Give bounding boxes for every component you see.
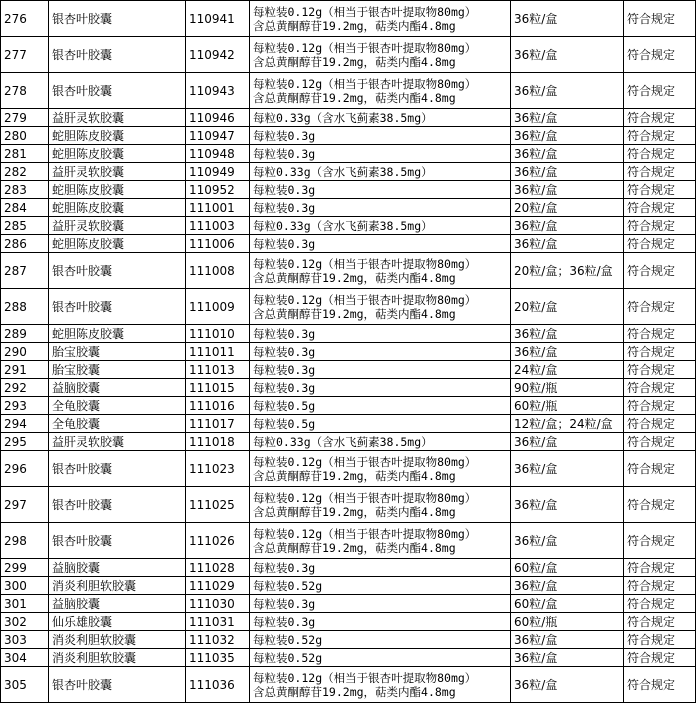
specification-cell: [250, 127, 511, 145]
package-cell: 36粒/盒: [511, 487, 624, 523]
result-cell: 符合规定: [624, 523, 696, 559]
specification-line: 每粒装0.52g: [253, 632, 323, 647]
table-row: [1, 73, 696, 109]
table-row: [1, 667, 696, 703]
row-number-cell: 279: [1, 109, 49, 127]
specification-cell: [250, 577, 511, 595]
row-number-cell: 288: [1, 289, 49, 325]
specification-line: 每粒装0.5g: [253, 416, 316, 431]
result-cell: 符合规定: [624, 415, 696, 433]
result-cell: 符合规定: [624, 361, 696, 379]
table-row: [1, 145, 696, 163]
batch-number-cell: 111008: [186, 253, 250, 289]
drug-name-cell: 蛇胆陈皮胶囊: [49, 199, 186, 217]
batch-number-cell: 110948: [186, 145, 250, 163]
specification-line: 含总黄酮醇苷19.2mg，萜类内酯4.8mg: [253, 18, 456, 33]
specification-line: 每粒装0.52g: [253, 578, 323, 593]
table-row: [1, 253, 696, 289]
row-number-cell: 290: [1, 343, 49, 361]
specification-cell: [250, 217, 511, 235]
drug-name-cell: 银杏叶胶囊: [49, 451, 186, 487]
result-cell: 符合规定: [624, 199, 696, 217]
row-number-cell: 292: [1, 379, 49, 397]
row-number-cell: 296: [1, 451, 49, 487]
batch-number-cell: 111015: [186, 379, 250, 397]
specification-line: 每粒0.33g（含水飞蓟素38.5mg）: [253, 110, 433, 125]
batch-number-cell: 111023: [186, 451, 250, 487]
result-cell: 符合规定: [624, 631, 696, 649]
batch-number-cell: 111018: [186, 433, 250, 451]
batch-number-cell: 111013: [186, 361, 250, 379]
specification-line: 每粒0.33g（含水飞蓟素38.5mg）: [253, 164, 433, 179]
specification-line: 每粒装0.12g（相当于银杏叶提取物80mg）: [253, 454, 477, 469]
specification-line: 含总黄酮醇苷19.2mg，萜类内酯4.8mg: [253, 306, 456, 321]
drug-name-cell: 银杏叶胶囊: [49, 253, 186, 289]
specification-line: 每粒0.33g（含水飞蓟素38.5mg）: [253, 434, 433, 449]
batch-number-cell: 111017: [186, 415, 250, 433]
package-cell: 36粒/盒: [511, 109, 624, 127]
specification-cell: [250, 487, 511, 523]
row-number-cell: 298: [1, 523, 49, 559]
specification-line: 每粒装0.3g: [253, 236, 316, 251]
drug-name-cell: 蛇胆陈皮胶囊: [49, 145, 186, 163]
table-row: [1, 613, 696, 631]
table-row: [1, 559, 696, 577]
specification-cell: [250, 235, 511, 253]
specification-line: 每粒装0.3g: [253, 380, 316, 395]
result-cell: 符合规定: [624, 217, 696, 235]
specification-line: 含总黄酮醇苷19.2mg，萜类内酯4.8mg: [253, 90, 456, 105]
drug-name-cell: 蛇胆陈皮胶囊: [49, 235, 186, 253]
result-cell: 符合规定: [624, 649, 696, 667]
drug-name-cell: 益肝灵软胶囊: [49, 217, 186, 235]
row-number-cell: 293: [1, 397, 49, 415]
drug-name-cell: 仙乐雄胶囊: [49, 613, 186, 631]
table-row: [1, 37, 696, 73]
table-row: [1, 343, 696, 361]
result-cell: 符合规定: [624, 559, 696, 577]
package-cell: 20粒/盒: [511, 199, 624, 217]
specification-line: 每粒装0.3g: [253, 614, 316, 629]
row-number-cell: 289: [1, 325, 49, 343]
row-number-cell: 300: [1, 577, 49, 595]
drug-name-cell: 全龟胶囊: [49, 415, 186, 433]
table-row: [1, 595, 696, 613]
drug-name-cell: 蛇胆陈皮胶囊: [49, 181, 186, 199]
package-cell: 20粒/盒；36粒/盒: [511, 253, 624, 289]
specification-cell: [250, 253, 511, 289]
specification-cell: [250, 595, 511, 613]
result-cell: 符合规定: [624, 253, 696, 289]
batch-number-cell: 110946: [186, 109, 250, 127]
row-number-cell: 294: [1, 415, 49, 433]
package-cell: 36粒/盒: [511, 649, 624, 667]
result-cell: 符合规定: [624, 667, 696, 703]
package-cell: 36粒/盒: [511, 73, 624, 109]
drug-name-cell: 蛇胆陈皮胶囊: [49, 325, 186, 343]
result-cell: 符合规定: [624, 127, 696, 145]
package-cell: 36粒/盒: [511, 145, 624, 163]
specification-cell: [250, 523, 511, 559]
batch-number-cell: 110943: [186, 73, 250, 109]
row-number-cell: 287: [1, 253, 49, 289]
drug-name-cell: 胎宝胶囊: [49, 361, 186, 379]
specification-cell: [250, 631, 511, 649]
row-number-cell: 283: [1, 181, 49, 199]
table-row: [1, 109, 696, 127]
row-number-cell: 282: [1, 163, 49, 181]
row-number-cell: 286: [1, 235, 49, 253]
result-cell: 符合规定: [624, 397, 696, 415]
specification-line: 含总黄酮醇苷19.2mg，萜类内酯4.8mg: [253, 504, 456, 519]
specification-line: 每粒装0.3g: [253, 326, 316, 341]
drug-name-cell: 银杏叶胶囊: [49, 523, 186, 559]
drug-name-cell: 银杏叶胶囊: [49, 487, 186, 523]
batch-number-cell: 111030: [186, 595, 250, 613]
drug-name-cell: 消炎利胆软胶囊: [49, 577, 186, 595]
specification-line: 每粒装0.12g（相当于银杏叶提取物80mg）: [253, 670, 477, 685]
row-number-cell: 304: [1, 649, 49, 667]
specification-line: 每粒装0.5g: [253, 398, 316, 413]
package-cell: 36粒/盒: [511, 181, 624, 199]
batch-number-cell: 111009: [186, 289, 250, 325]
specification-line: 含总黄酮醇苷19.2mg，萜类内酯4.8mg: [253, 270, 456, 285]
package-cell: 60粒/瓶: [511, 613, 624, 631]
table-row: [1, 631, 696, 649]
batch-number-cell: 111032: [186, 631, 250, 649]
specification-cell: [250, 667, 511, 703]
specification-cell: [250, 109, 511, 127]
result-cell: 符合规定: [624, 595, 696, 613]
package-cell: 36粒/盒: [511, 577, 624, 595]
row-number-cell: 297: [1, 487, 49, 523]
row-number-cell: 285: [1, 217, 49, 235]
batch-number-cell: 111031: [186, 613, 250, 631]
specification-line: 每粒装0.3g: [253, 200, 316, 215]
package-cell: 36粒/盒: [511, 163, 624, 181]
specification-cell: [250, 379, 511, 397]
row-number-cell: 302: [1, 613, 49, 631]
drug-name-cell: 蛇胆陈皮胶囊: [49, 127, 186, 145]
specification-cell: [250, 397, 511, 415]
batch-number-cell: 111036: [186, 667, 250, 703]
batch-number-cell: 111016: [186, 397, 250, 415]
result-cell: 符合规定: [624, 343, 696, 361]
specification-cell: [250, 1, 511, 37]
table-row: [1, 127, 696, 145]
specification-line: 每粒装0.12g（相当于银杏叶提取物80mg）: [253, 490, 477, 505]
package-cell: 36粒/盒: [511, 523, 624, 559]
specification-line: 每粒装0.3g: [253, 146, 316, 161]
result-cell: 符合规定: [624, 73, 696, 109]
package-cell: 36粒/盒: [511, 343, 624, 361]
row-number-cell: 280: [1, 127, 49, 145]
specification-line: 每粒装0.3g: [253, 344, 316, 359]
batch-number-cell: 110947: [186, 127, 250, 145]
package-cell: 90粒/瓶: [511, 379, 624, 397]
table-row: [1, 379, 696, 397]
result-cell: 符合规定: [624, 163, 696, 181]
package-cell: 36粒/盒: [511, 127, 624, 145]
specification-cell: [250, 289, 511, 325]
batch-number-cell: 110942: [186, 37, 250, 73]
specification-cell: [250, 37, 511, 73]
specification-line: 每粒0.33g（含水飞蓟素38.5mg）: [253, 218, 433, 233]
result-cell: 符合规定: [624, 235, 696, 253]
package-cell: 24粒/盒: [511, 361, 624, 379]
table-row: [1, 649, 696, 667]
result-cell: 符合规定: [624, 109, 696, 127]
drug-name-cell: 银杏叶胶囊: [49, 667, 186, 703]
drug-name-cell: 胎宝胶囊: [49, 343, 186, 361]
row-number-cell: 301: [1, 595, 49, 613]
table-row: [1, 325, 696, 343]
package-cell: 36粒/盒: [511, 667, 624, 703]
specification-cell: [250, 199, 511, 217]
row-number-cell: 278: [1, 73, 49, 109]
result-cell: 符合规定: [624, 181, 696, 199]
batch-number-cell: 111006: [186, 235, 250, 253]
batch-number-cell: 111010: [186, 325, 250, 343]
drug-name-cell: 益肝灵软胶囊: [49, 109, 186, 127]
specification-cell: [250, 613, 511, 631]
drug-name-cell: 银杏叶胶囊: [49, 73, 186, 109]
batch-number-cell: 111025: [186, 487, 250, 523]
package-cell: 60粒/盒: [511, 559, 624, 577]
table-row: [1, 163, 696, 181]
specification-cell: [250, 343, 511, 361]
specification-cell: [250, 181, 511, 199]
specification-cell: [250, 415, 511, 433]
result-cell: 符合规定: [624, 37, 696, 73]
result-cell: 符合规定: [624, 325, 696, 343]
batch-number-cell: 110952: [186, 181, 250, 199]
table-row: [1, 199, 696, 217]
batch-number-cell: 111011: [186, 343, 250, 361]
drug-name-cell: 益脑胶囊: [49, 379, 186, 397]
result-cell: 符合规定: [624, 1, 696, 37]
result-cell: 符合规定: [624, 433, 696, 451]
row-number-cell: 295: [1, 433, 49, 451]
drug-name-cell: 银杏叶胶囊: [49, 37, 186, 73]
table-row: [1, 217, 696, 235]
batch-number-cell: 111028: [186, 559, 250, 577]
package-cell: 36粒/盒: [511, 325, 624, 343]
package-cell: 12粒/盒；24粒/盒: [511, 415, 624, 433]
row-number-cell: 276: [1, 1, 49, 37]
specification-line: 每粒装0.12g（相当于银杏叶提取物80mg）: [253, 256, 477, 271]
table-row: [1, 451, 696, 487]
row-number-cell: 299: [1, 559, 49, 577]
table-row: [1, 487, 696, 523]
package-cell: 60粒/瓶: [511, 397, 624, 415]
package-cell: 36粒/盒: [511, 235, 624, 253]
result-cell: 符合规定: [624, 289, 696, 325]
package-cell: 36粒/盒: [511, 433, 624, 451]
result-cell: 符合规定: [624, 379, 696, 397]
table-row: [1, 1, 696, 37]
batch-number-cell: 111029: [186, 577, 250, 595]
package-cell: 36粒/盒: [511, 37, 624, 73]
table-row: [1, 289, 696, 325]
specification-line: 每粒装0.3g: [253, 128, 316, 143]
package-cell: 36粒/盒: [511, 451, 624, 487]
row-number-cell: 303: [1, 631, 49, 649]
table-row: [1, 415, 696, 433]
drug-name-cell: 益脑胶囊: [49, 595, 186, 613]
specification-cell: [250, 559, 511, 577]
batch-number-cell: 111035: [186, 649, 250, 667]
specification-line: 每粒装0.12g（相当于银杏叶提取物80mg）: [253, 4, 477, 19]
specification-cell: [250, 451, 511, 487]
specification-line: 每粒装0.3g: [253, 182, 316, 197]
result-cell: 符合规定: [624, 613, 696, 631]
table-row: [1, 235, 696, 253]
drug-name-cell: 益脑胶囊: [49, 559, 186, 577]
result-cell: 符合规定: [624, 451, 696, 487]
row-number-cell: 291: [1, 361, 49, 379]
specification-line: 含总黄酮醇苷19.2mg，萜类内酯4.8mg: [253, 684, 456, 699]
batch-number-cell: 110949: [186, 163, 250, 181]
package-cell: 36粒/盒: [511, 217, 624, 235]
specification-line: 每粒装0.12g（相当于银杏叶提取物80mg）: [253, 76, 477, 91]
drug-name-cell: 银杏叶胶囊: [49, 289, 186, 325]
specification-line: 每粒装0.12g（相当于银杏叶提取物80mg）: [253, 40, 477, 55]
specification-cell: [250, 361, 511, 379]
specification-line: 每粒装0.52g: [253, 650, 323, 665]
package-cell: 36粒/盒: [511, 1, 624, 37]
specification-cell: [250, 163, 511, 181]
table-body: [1, 1, 696, 703]
package-cell: 36粒/盒: [511, 631, 624, 649]
specification-line: 每粒装0.12g（相当于银杏叶提取物80mg）: [253, 292, 477, 307]
specification-line: 每粒装0.12g（相当于银杏叶提取物80mg）: [253, 526, 477, 541]
specification-line: 每粒装0.3g: [253, 362, 316, 377]
specification-cell: [250, 433, 511, 451]
result-cell: 符合规定: [624, 577, 696, 595]
drug-name-cell: 消炎利胆软胶囊: [49, 649, 186, 667]
row-number-cell: 277: [1, 37, 49, 73]
specification-line: 含总黄酮醇苷19.2mg，萜类内酯4.8mg: [253, 468, 456, 483]
batch-number-cell: 110941: [186, 1, 250, 37]
specification-line: 每粒装0.3g: [253, 560, 316, 575]
batch-number-cell: 111026: [186, 523, 250, 559]
specification-cell: [250, 73, 511, 109]
table-row: [1, 361, 696, 379]
specification-cell: [250, 325, 511, 343]
specification-line: 每粒装0.3g: [253, 596, 316, 611]
batch-number-cell: 111003: [186, 217, 250, 235]
table-row: [1, 433, 696, 451]
specification-cell: [250, 649, 511, 667]
package-cell: 20粒/盒: [511, 289, 624, 325]
drug-name-cell: 银杏叶胶囊: [49, 1, 186, 37]
row-number-cell: 305: [1, 667, 49, 703]
table-row: [1, 181, 696, 199]
row-number-cell: 284: [1, 199, 49, 217]
table-row: [1, 523, 696, 559]
row-number-cell: 281: [1, 145, 49, 163]
result-cell: 符合规定: [624, 145, 696, 163]
table-row: [1, 397, 696, 415]
batch-number-cell: 111001: [186, 199, 250, 217]
package-cell: 60粒/盒: [511, 595, 624, 613]
drug-name-cell: 益肝灵软胶囊: [49, 433, 186, 451]
table-row: [1, 577, 696, 595]
specification-line: 含总黄酮醇苷19.2mg，萜类内酯4.8mg: [253, 54, 456, 69]
result-cell: 符合规定: [624, 487, 696, 523]
drug-name-cell: 益肝灵软胶囊: [49, 163, 186, 181]
drug-name-cell: 消炎利胆软胶囊: [49, 631, 186, 649]
specification-cell: [250, 145, 511, 163]
specification-line: 含总黄酮醇苷19.2mg，萜类内酯4.8mg: [253, 540, 456, 555]
drug-name-cell: 全龟胶囊: [49, 397, 186, 415]
